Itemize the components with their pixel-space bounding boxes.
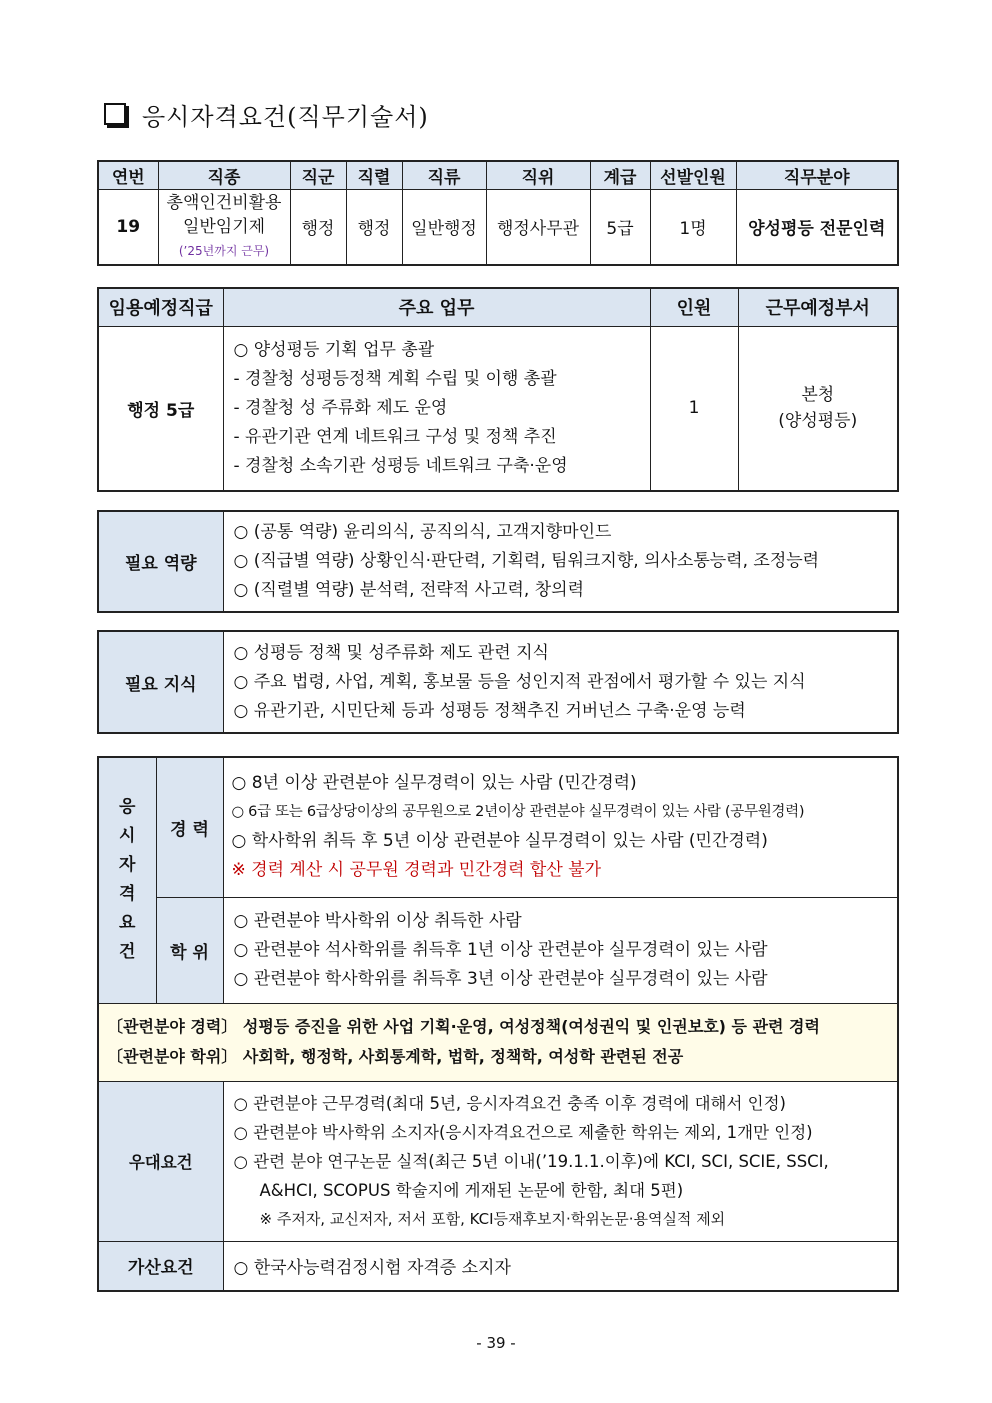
group-cell: 행정 [290,189,346,265]
header-job-type: 직종 [158,161,290,189]
preference-item: ○ 관련분야 박사학위 소지자(응시자격요건으로 제출한 학위는 제외, 1개만 인정) [233,1122,813,1142]
qualification-side-label [98,757,156,1003]
duties-cell [223,326,650,491]
header-position: 직위 [486,161,590,189]
header-field: 직무분야 [736,161,898,189]
degree-label: 학 위 [156,897,223,1003]
preference-item: ○ 관련분야 근무경력(최대 5년, 응시자격요건 충족 이후 경력에 대해서 인정) [233,1093,786,1113]
header-rank: 임용예정직급 [98,288,223,326]
rank-cell: 행정 5급 [98,326,223,491]
bonus-label: 가산요건 [98,1241,223,1291]
knowledge-item: ○ 주요 법령, 사업, 계획, 홍보물 등을 성인지적 관점에서 평가할 수 있는 지식 [233,671,806,692]
header-count: 선발인원 [650,161,736,189]
duty-item: - 경찰청 성평등정책 계획 수립 및 이행 총괄 [233,368,557,389]
checkbox-square-icon [104,103,126,125]
side-char: 시 [119,826,136,847]
count-cell: 1명 [650,189,736,265]
competency-item: ○ (공통 역량) 윤리의식, 공직의식, 고객지향마인드 [233,522,612,542]
job-type-cell [158,189,290,265]
degree-item: ○ 관련분야 학사학위를 취득후 3년 이상 관련분야 실무경력이 있는 사람 [233,968,768,989]
related-field-box [98,1003,898,1081]
related-field-degree: 〔관련분야 학위〕 사회학, 행정학, 사회통계학, 법학, 정책학, 여성학 관련된 전공 [107,1047,684,1066]
grade-cell: 5급 [590,189,650,265]
career-item: ○ 8년 이상 관련분야 실무경력이 있는 사람 (민간경력) [231,773,637,794]
preference-note: ※ 주저자, 교신저자, 저서 포함, KCI등재후보지·학위논문·용역실적 제외 [259,1209,726,1228]
preference-item: ○ 관련 분야 연구논문 실적(최근 5년 이내(’19.1.1.이후)에 KCI, SCI, SCIE, SSCI, [233,1151,829,1171]
bonus-item: ○ 한국사능력검정시험 자격증 소지자 [223,1241,898,1291]
header-group: 직군 [290,161,346,189]
side-char: 응 [119,797,136,818]
preference-item: A&HCI, SCOPUS 학술지에 게재된 논문에 한함, 최대 5편) [259,1180,684,1200]
degree-item: ○ 관련분야 박사학위 이상 취득한 사람 [233,910,522,931]
dept-line1: 본청 [801,385,835,406]
dept-line2: (양성평등) [778,411,858,432]
series-cell: 행정 [346,189,402,265]
section-title [104,96,429,132]
header-duties: 주요 업무 [223,288,650,326]
header-class: 직류 [402,161,486,189]
duties-table [97,287,899,492]
class-cell: 일반행정 [402,189,486,265]
page-number: - 39 - [476,1334,516,1352]
side-char: 요 [119,913,136,934]
knowledge-item: ○ 성평등 정책 및 성주류화 제도 관련 지식 [233,642,549,663]
related-field-career: 〔관련분야 경력〕 성평등 증진을 위한 사업 기획·운영, 여성정책(여성권익 및 인권보호) 등 관련 경력 [107,1017,820,1036]
job-type-note: (’25년까지 근무) [178,243,270,258]
header-series: 직렬 [346,161,402,189]
side-char: 격 [119,884,136,905]
field-cell: 양성평등 전문인력 [736,189,898,265]
job-type-line2: 일반임기제 [182,216,266,237]
degree-item: ○ 관련분야 석사학위를 취득후 1년 이상 관련분야 실무경력이 있는 사람 [233,939,768,960]
career-item: ○ 학사학위 취득 후 5년 이상 관련분야 실무경력이 있는 사람 (민간경력) [231,831,768,852]
header-no: 연번 [98,161,158,189]
competency-label: 필요 역량 [98,511,223,612]
competency-list [223,511,898,612]
header-grade: 계급 [590,161,650,189]
position-info-table [97,160,899,266]
headcount-cell: 1 [650,326,738,491]
job-type-line1: 총액인건비활용 [166,192,282,213]
competency-item: ○ (직렬별 역량) 분석력, 전략적 사고력, 창의력 [233,580,585,600]
duty-item: - 유관기관 연계 네트워크 구성 및 정책 추진 [233,426,557,447]
preference-list [223,1081,898,1241]
dept-cell [738,326,898,491]
career-note: ※ 경력 계산 시 공무원 경력과 민간경력 합산 불가 [231,860,601,881]
degree-list [223,897,898,1003]
career-label: 경 력 [156,757,223,897]
duty-item: - 경찰청 성 주류화 제도 운영 [233,397,448,418]
duty-item: - 경찰청 소속기관 성평등 네트워크 구축·운영 [233,455,568,476]
career-list [223,757,898,897]
header-headcount: 인원 [650,288,738,326]
knowledge-item: ○ 유관기관, 시민단체 등과 성평등 정책추진 거버넌스 구축·운영 능력 [233,700,746,721]
knowledge-label: 필요 지식 [98,631,223,733]
career-item: ○ 6급 또는 6급상당이상의 공무원으로 2년이상 관련분야 실무경력이 있는 사람 (공무원경력) [231,804,805,821]
duty-item: ○ 양성평등 기획 업무 총괄 [233,339,435,360]
row-no: 19 [98,189,158,265]
header-dept: 근무예정부서 [738,288,898,326]
knowledge-table [97,630,899,734]
competency-table [97,510,899,613]
knowledge-list [223,631,898,733]
competency-item: ○ (직급별 역량) 상황인식·판단력, 기획력, 팀워크지향, 의사소통능력, 조정능력 [233,551,820,571]
qualification-table [97,756,899,1292]
preference-label: 우대요건 [98,1081,223,1241]
side-char: 자 [119,855,136,876]
position-cell: 행정사무관 [486,189,590,265]
side-char: 건 [119,942,136,963]
section-title-text: 응시자격요건(직무기술서) [142,102,429,131]
